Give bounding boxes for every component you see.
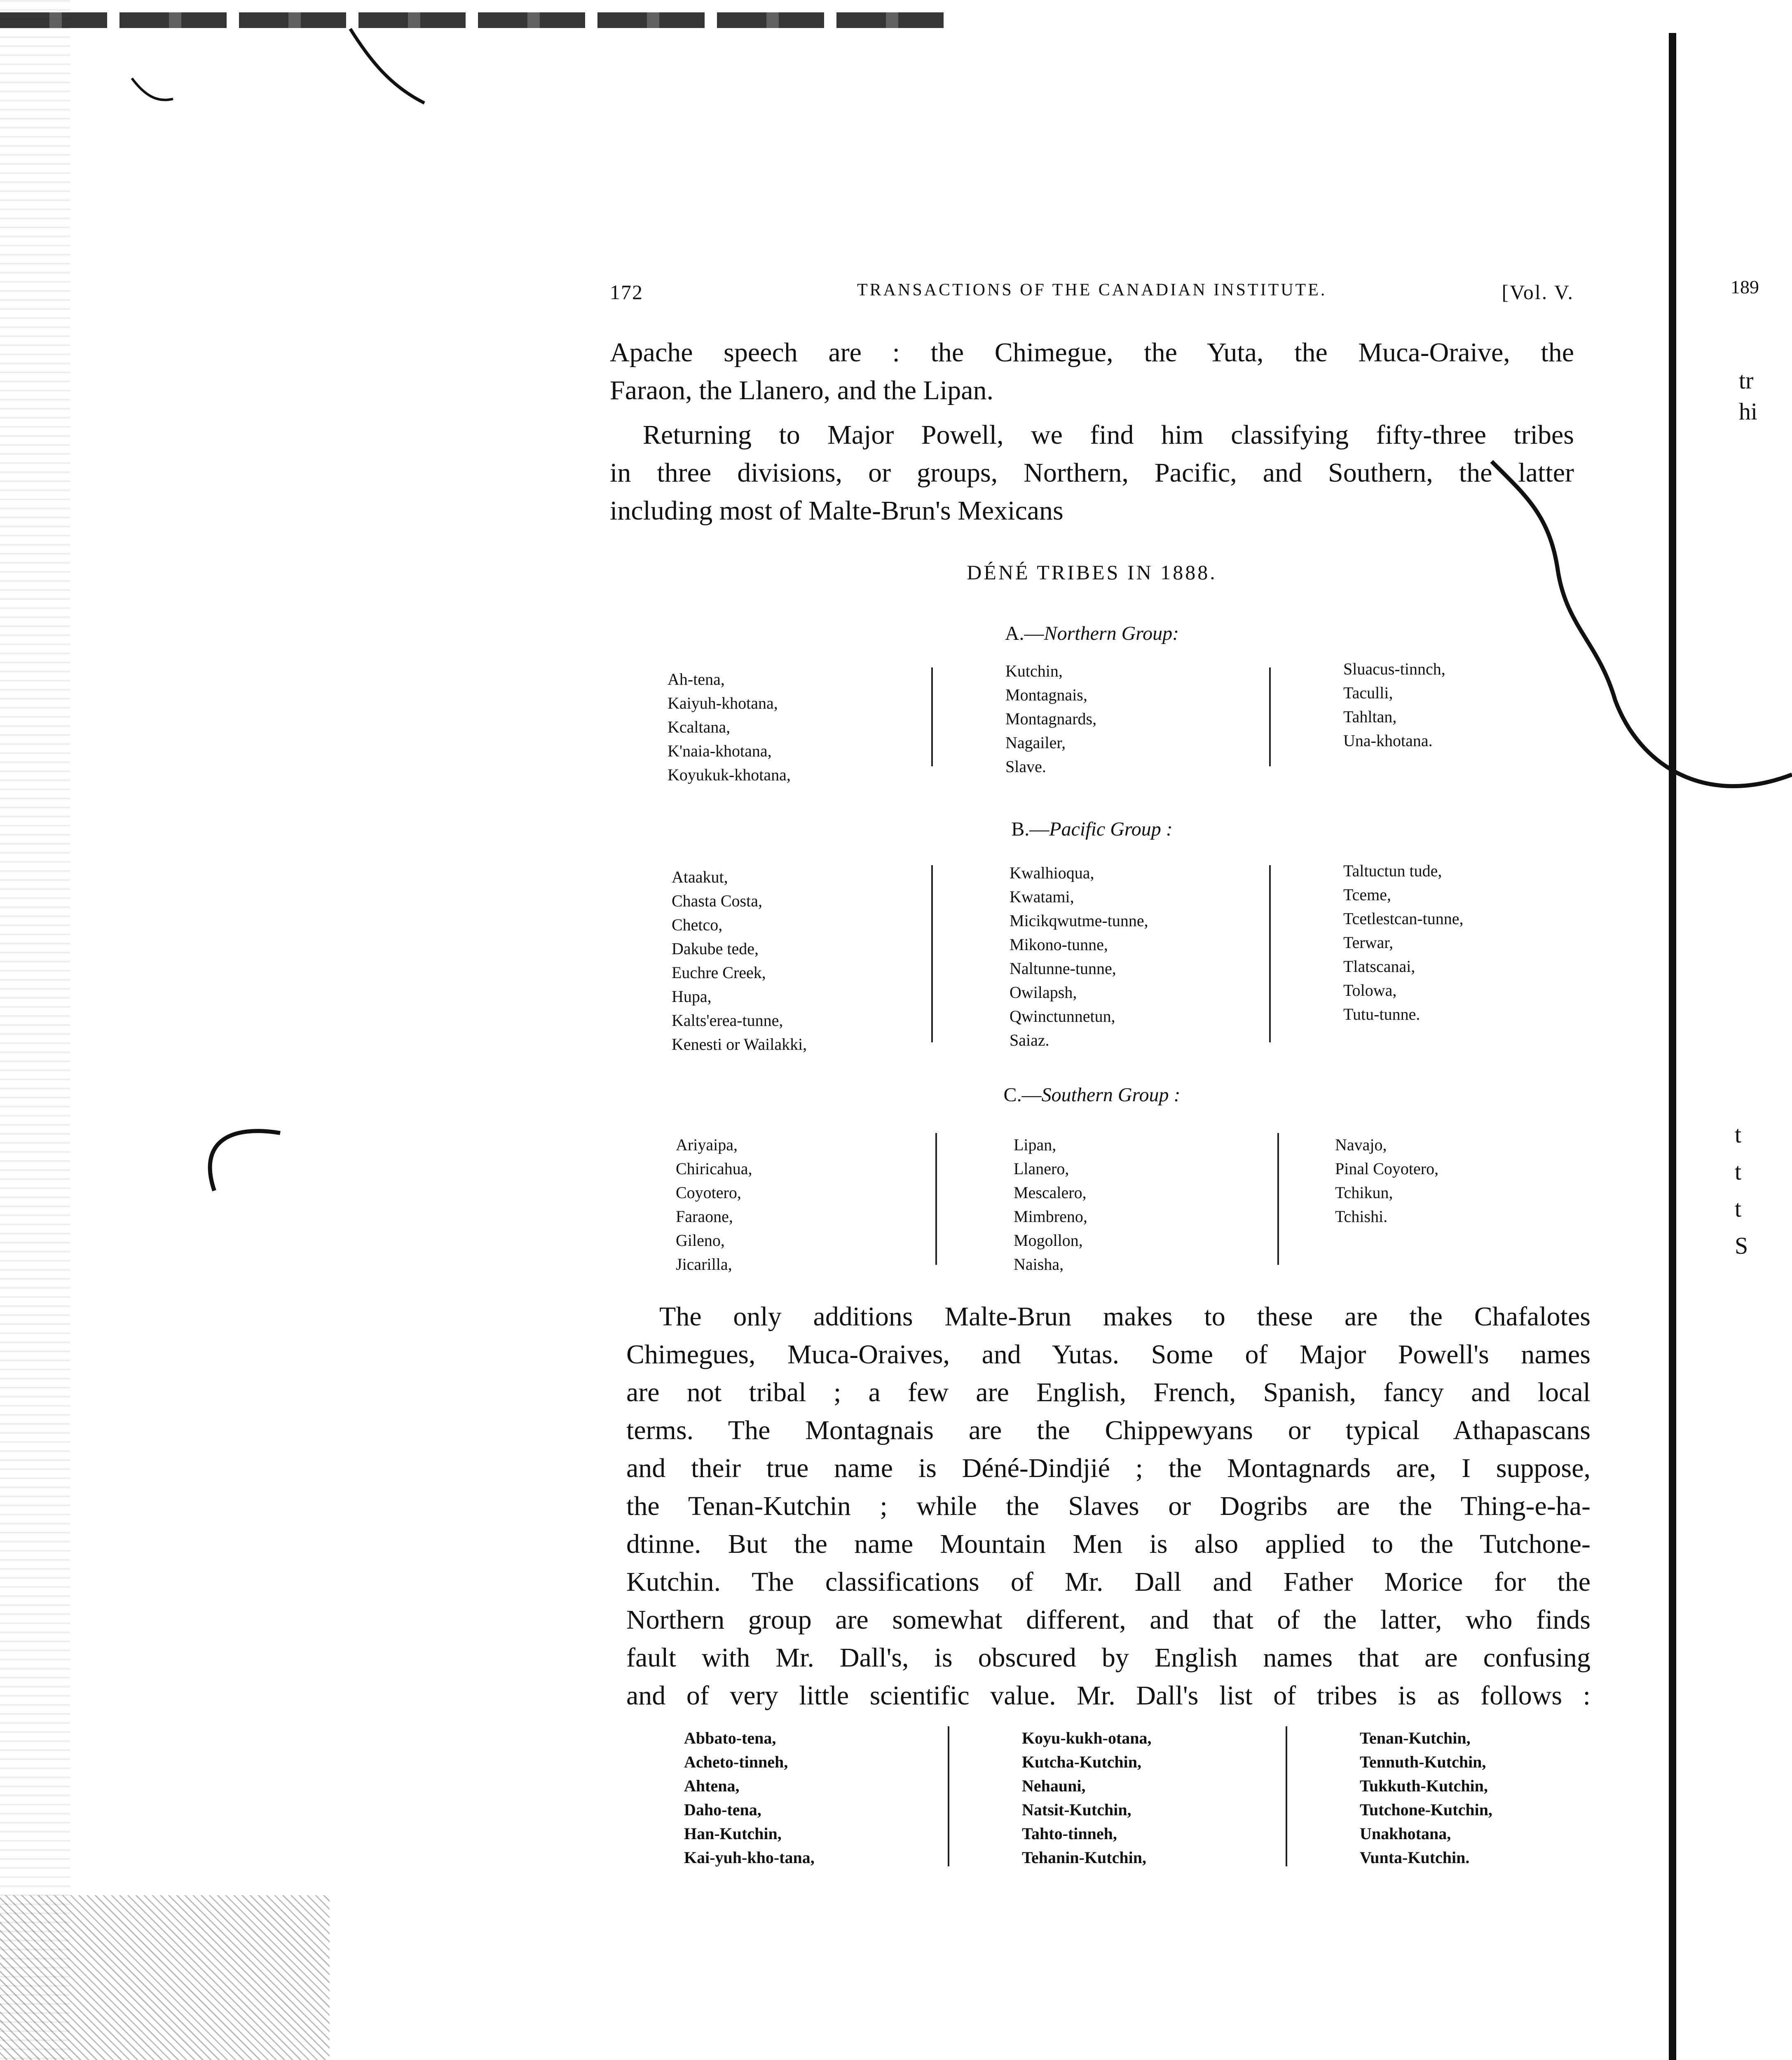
tribe-name: Kai-yuh-kho-tana, [684, 1848, 815, 1867]
tribe-name: Tahltan, [1343, 707, 1397, 726]
tribe-name: Taculli, [1343, 684, 1393, 702]
group-letter: C.— [1003, 1084, 1042, 1106]
tribe-name: Mogollon, [1014, 1231, 1083, 1250]
tribe-name: Tennuth-Kutchin, [1360, 1753, 1486, 1771]
tribe-name: Ahtena, [684, 1777, 740, 1795]
tribe-name: Faraone, [676, 1207, 733, 1226]
tribe-name: Tehanin-Kutchin, [1022, 1848, 1146, 1867]
tribe-name: Kutcha-Kutchin, [1022, 1753, 1142, 1771]
text-line: the Tenan-Kutchin ; while the Slaves or Dogribs are the Thing-e-ha- [626, 1491, 1591, 1521]
facing-fragment: t [1735, 1195, 1742, 1222]
tribe-name: Tchikun, [1335, 1183, 1393, 1202]
tribe-column [1010, 861, 1148, 1052]
group-name: Pacific Group : [1049, 818, 1173, 840]
facing-fragment: S [1735, 1232, 1748, 1259]
text-line: and their true name is Déné-Dindjié ; the Montagnards are, I suppose, [626, 1453, 1591, 1483]
tribe-name: Ataakut, [672, 868, 728, 886]
column-rule [931, 667, 933, 766]
facing-fragment: t [1735, 1158, 1742, 1185]
tribe-name: Kenesti or Wailakki, [672, 1035, 807, 1053]
book-spine [1669, 33, 1676, 2060]
table-title: DÉNÉ TRIBES IN 1888. [967, 561, 1217, 584]
tribe-name: Nehauni, [1022, 1777, 1086, 1795]
text-line: Northern group are somewhat different, and that of the latter, who finds [626, 1605, 1591, 1635]
group-heading-northern [610, 622, 1574, 645]
tribe-name: Kwalhioqua, [1010, 864, 1094, 882]
tribe-column [1343, 859, 1464, 1026]
tribe-column [668, 667, 791, 787]
tribe-name: Terwar, [1343, 933, 1394, 952]
tribe-name: K'naia-khotana, [668, 742, 772, 760]
tribe-name: Chetco, [672, 915, 723, 934]
tribe-name: Mimbreno, [1014, 1207, 1087, 1226]
tribe-name: Unakhotana, [1360, 1824, 1451, 1843]
tribe-name: Jicarilla, [676, 1255, 732, 1273]
column-rule [931, 865, 933, 1042]
tribe-name: Abbato-tena, [684, 1729, 776, 1747]
text-line: in three divisions, or groups, Northern, Pacific, and Southern, the latter [610, 458, 1574, 488]
tribe-name: Mescalero, [1014, 1183, 1087, 1202]
tribe-column [684, 1726, 815, 1870]
tribe-name: Tenan-Kutchin, [1360, 1729, 1471, 1747]
tribe-name: Vunta-Kutchin. [1360, 1848, 1470, 1867]
tribe-name: Tahto-tinneh, [1022, 1824, 1117, 1843]
text-line: Kutchin. The classifications of Mr. Dall and Father Morice for the [626, 1567, 1591, 1597]
text-line: terms. The Montagnais are the Chippewyans or typical Athapascans [626, 1415, 1591, 1445]
tribe-name: Koyu-kukh-otana, [1022, 1729, 1152, 1747]
tribe-name: Gileno, [676, 1231, 725, 1250]
group-northern-list [668, 660, 1512, 791]
tribe-name: Owilapsh, [1010, 983, 1077, 1002]
group-letter: A.— [1005, 623, 1044, 644]
tribe-name: Saiaz. [1010, 1031, 1049, 1049]
tribe-name: Han-Kutchin, [684, 1824, 782, 1843]
tribe-name: Kaiyuh-khotana, [668, 694, 778, 712]
facing-page-number: 189 [1731, 276, 1759, 297]
tribe-name: Navajo, [1335, 1135, 1387, 1154]
tribe-name: Mikono-tunne, [1010, 935, 1108, 954]
tribe-name: Kwatami, [1010, 887, 1074, 906]
tribe-name: Taltuctun tude, [1343, 861, 1442, 880]
text-line: are not tribal ; a few are English, French, Spanish, fancy and local [626, 1377, 1591, 1407]
tribe-name: Tcetlestcan-tunne, [1343, 909, 1464, 928]
tribe-name: Sluacus-tinnch, [1343, 660, 1445, 678]
paragraph-2 [610, 416, 1574, 530]
group-letter: B.— [1011, 818, 1049, 840]
tribe-name: Chasta Costa, [672, 892, 762, 910]
scan-bar-top [0, 12, 948, 28]
text-line: dtinne. But the name Mountain Men is also applied to the Tutchone- [626, 1529, 1591, 1559]
tribe-name: Naltunne-tunne, [1010, 959, 1116, 978]
group-heading-pacific [610, 818, 1574, 840]
dall-tribe-list [684, 1726, 1529, 1883]
column-rule [948, 1726, 949, 1866]
tribe-column [1005, 659, 1096, 779]
tribe-column [676, 1133, 752, 1276]
tribe-name: Chiricahua, [676, 1159, 752, 1178]
text-line: Returning to Major Powell, we find him classifying fifty-three tribes [643, 420, 1574, 450]
tribe-name: Llanero, [1014, 1159, 1069, 1178]
column-rule [1269, 865, 1271, 1042]
tribe-name: Euchre Creek, [672, 963, 766, 982]
tribe-name: Ariyaipa, [676, 1135, 738, 1154]
tribe-column [1014, 1133, 1087, 1276]
paragraph-1 [610, 334, 1574, 410]
tribe-column [1335, 1133, 1438, 1229]
tribe-name: Hupa, [672, 987, 712, 1006]
tribe-name: Naisha, [1014, 1255, 1064, 1273]
tribe-name: Tukkuth-Kutchin, [1360, 1777, 1488, 1795]
text-line: including most of Malte-Brun's Mexicans [610, 496, 1063, 526]
page-header [610, 280, 1574, 313]
tribe-name: Pinal Coyotero, [1335, 1159, 1439, 1178]
group-name: Southern Group : [1041, 1084, 1181, 1106]
text-line: The only additions Malte-Brun makes to these are the Chafalotes [659, 1302, 1591, 1332]
tribe-name: Qwinctunnetun, [1010, 1007, 1115, 1025]
tribe-name: Coyotero, [676, 1183, 741, 1202]
tribe-column [1022, 1726, 1152, 1870]
page-number: 172 [610, 281, 643, 304]
tribe-name: Tolowa, [1343, 981, 1397, 1000]
tribe-name: Lipan, [1014, 1135, 1056, 1154]
facing-fragment: hi [1739, 398, 1758, 425]
text-line: Chimegues, Muca-Oraives, and Yutas. Some of Major Powell's names [626, 1339, 1591, 1369]
text-line: Faraon, the Llanero, and the Lipan. [610, 375, 993, 405]
tribe-name: Tlatscanai, [1343, 957, 1415, 976]
tribe-name: Kcaltana, [668, 718, 731, 736]
tribe-name: Natsit-Kutchin, [1022, 1800, 1131, 1819]
column-rule [1269, 667, 1271, 766]
tribe-name: Tutchone-Kutchin, [1360, 1800, 1492, 1819]
tribe-column [1360, 1726, 1492, 1870]
tribe-name: Kalts'erea-tunne, [672, 1011, 783, 1030]
group-pacific-list [668, 861, 1512, 1063]
tribe-name: Slave. [1005, 757, 1046, 776]
column-rule [935, 1133, 937, 1265]
text-line: fault with Mr. Dall's, is obscured by English names that are confusing [626, 1643, 1591, 1673]
tribe-column [1343, 657, 1445, 753]
tribe-name: Nagailer, [1005, 733, 1066, 752]
column-rule [1286, 1726, 1287, 1866]
tribe-name: Kutchin, [1005, 662, 1063, 680]
group-name: Northern Group: [1044, 623, 1179, 644]
text-line: Apache speech are : the Chimegue, the Yuta, the Muca-Oraive, the [610, 337, 1574, 368]
tribe-name: Una-khotana. [1343, 731, 1433, 750]
running-head: TRANSACTIONS OF THE CANADIAN INSTITUTE. [857, 281, 1327, 300]
tribe-name: Montagnais, [1005, 686, 1087, 704]
facing-fragment: t [1735, 1121, 1742, 1148]
scan-edge-left [0, 0, 70, 2060]
group-heading-southern [610, 1084, 1574, 1106]
text-line: and of very little scientific value. Mr. Dall's list of tribes is as follows : [626, 1681, 1591, 1711]
tribe-name: Daho-tena, [684, 1800, 761, 1819]
paragraph-3 [626, 1298, 1591, 1715]
tribe-name: Tutu-tunne. [1343, 1005, 1420, 1023]
column-rule [1277, 1133, 1279, 1265]
volume-label: [Vol. V. [1502, 281, 1574, 304]
tribe-name: Tceme, [1343, 885, 1391, 904]
tribe-column [672, 865, 807, 1056]
scan-stain-bottom-left [0, 1895, 330, 2060]
tribe-name: Dakube tede, [672, 939, 759, 958]
facing-fragment: tr [1739, 367, 1754, 394]
tribe-name: Ah-tena, [668, 670, 725, 688]
tribe-name: Koyukuk-khotana, [668, 765, 791, 784]
group-southern-list [668, 1133, 1512, 1281]
tribe-name: Acheto-tinneh, [684, 1753, 788, 1771]
tribe-name: Tchishi. [1335, 1207, 1388, 1226]
tribe-name: Montagnards, [1005, 709, 1097, 728]
tribe-name: Micikqwutme-tunne, [1010, 911, 1148, 930]
